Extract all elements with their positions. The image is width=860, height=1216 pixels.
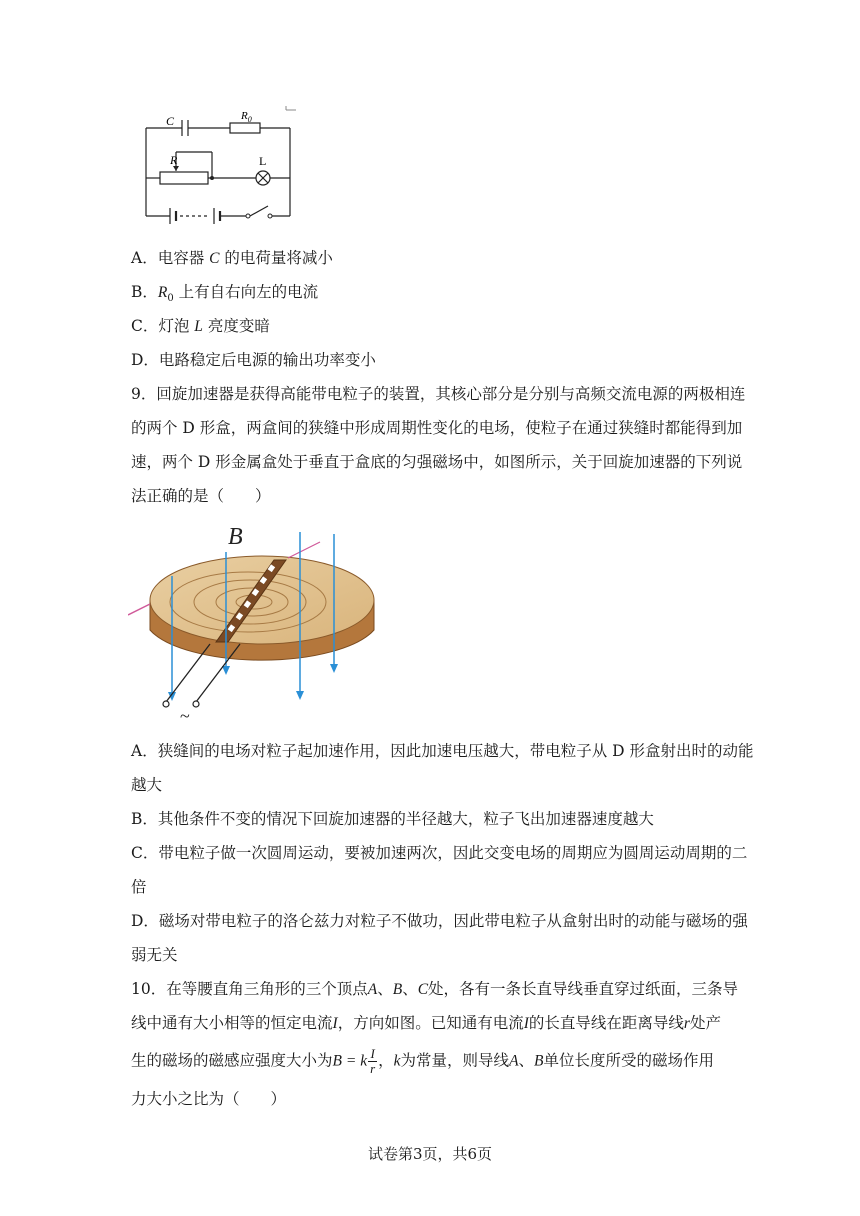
q9-stem-line: 法正确的是（ ） [131,487,271,505]
circuit-diagram [138,100,308,225]
q10-stem-line-2: 线中通有大小相等的恒定电流I，方向如图。已知通有电流I的长直导线在距离导线r处产 [131,1014,721,1032]
q9-option-a: A．狭缝间的电场对粒子起加速作用，因此加速电压越大，带电粒子从 D 形盒射出时的动能 [131,742,754,760]
q9-option-c-cont: 倍 [131,878,147,896]
q8-option-a: A．电容器 C 的电荷量将减小 [131,249,333,267]
q9-stem-line: 速，两个 D 形金属盒处于垂直于盒底的匀强磁场中，如图所示，关于回旋加速器的下列说 [131,453,743,471]
label-r0: $R_0$ [241,110,252,124]
q9-stem-line: 9．回旋加速器是获得高能带电粒子的装置，其核心部分是分别与高频交流电源的两极相连 [131,385,746,403]
formula-fraction: $\frac{I}{r}$ [370,1046,376,1076]
q9-option-a-cont: 越大 [131,776,163,794]
label-r: R [170,153,178,167]
label-b: B [228,524,243,550]
q9-option-d: D．磁场对带电粒子的洛仑兹力对粒子不做功，因此带电粒子从盒射出时的动能与磁场的强 [131,912,748,930]
q8-option-b: B．$R_0$ 上有自右向左的电流 [131,283,319,305]
q8-option-d: D．电路稳定后电源的输出功率变小 [131,351,376,369]
q9-option-b: B．其他条件不变的情况下回旋加速器的半径越大，粒子飞出加速器速度越大 [131,810,654,828]
cyclotron-figure [128,520,388,725]
label-l: L [259,154,267,168]
q9-stem-line: 的两个 D 形盒，两盒间的狭缝中形成周期性变化的电场，使粒子在通过狭缝时都能得到加 [131,419,743,437]
label-c: C [166,114,175,128]
page-footer: 试卷第3页，共6页 [367,1145,493,1163]
label-ac-source: ~ [180,706,190,725]
q10-stem-line-4: 力大小之比为（ ） [131,1090,287,1108]
q9-option-c: C．带电粒子做一次圆周运动，要被加速两次，因此交变电场的周期应为圆周运动周期的二 [131,844,748,862]
q10-stem-line-3: 生的磁场的磁感应强度大小为B = k $\frac{I}{r}$ ，k为常量，则导线A、B单位长度所受的磁场作用 [131,1046,715,1076]
q10-stem-line-1: 10．在等腰直角三角形的三个顶点A、B、C处，各有一条长直导线垂直穿过纸面，三条导 [131,980,739,998]
q8-option-c: C．灯泡 L 亮度变暗 [131,317,270,335]
q9-option-d-cont: 弱无关 [131,946,178,964]
